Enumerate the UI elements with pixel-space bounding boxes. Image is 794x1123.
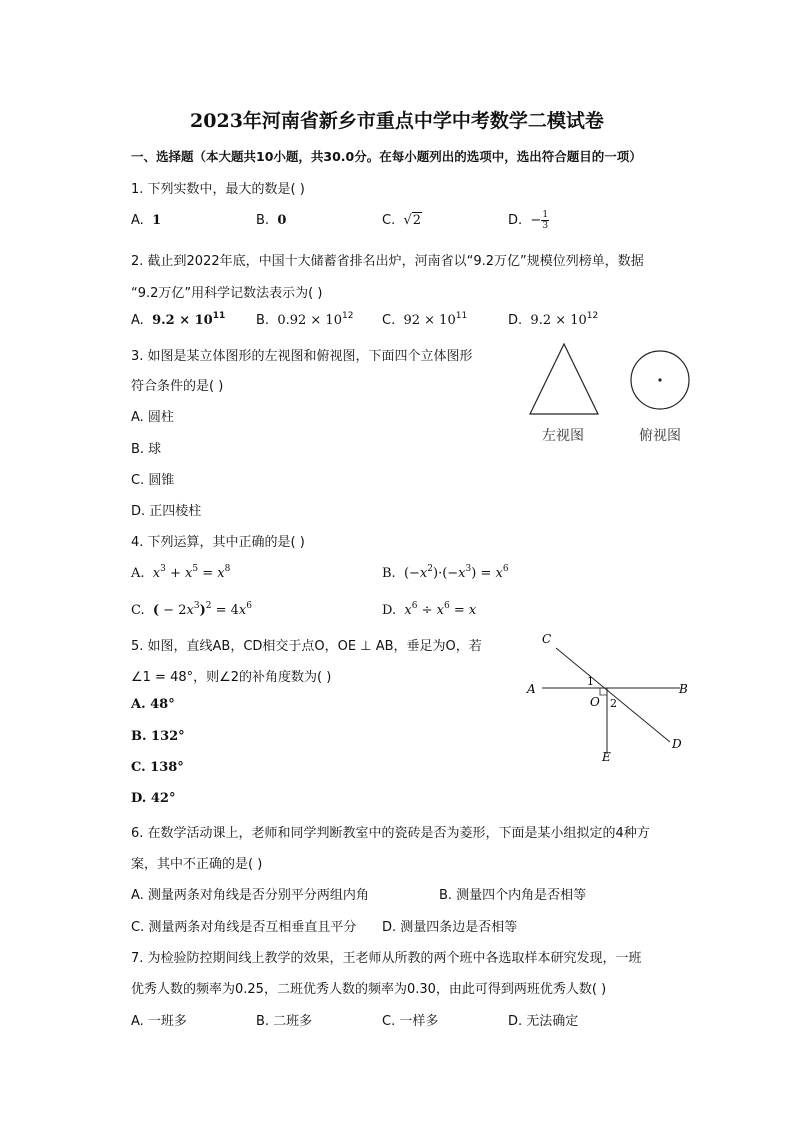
- q6-option-c: C. 测量两条对角线是否互相垂直且平分: [131, 920, 357, 935]
- q7-option-c: C. 一样多: [382, 1014, 439, 1029]
- question-7-stem-line1: 7. 为检验防控期间线上教学的效果，王老师从所教的两个班中各选取样本研究发现，一班: [131, 951, 642, 966]
- q7-option-d: D. 无法确定: [508, 1014, 579, 1029]
- q4-option-b: B. $(-x^2)\cdot(-x^3) = x^6$: [382, 564, 509, 581]
- line-cd: [556, 648, 670, 742]
- angle-1-label: 1: [587, 675, 594, 688]
- fraction: $\frac{1}{3}$: [542, 210, 549, 231]
- q1-option-a: A. 1: [131, 213, 162, 228]
- top-view-center-dot: [658, 378, 661, 381]
- q1-option-d: D. − $\frac{1}{3}$: [508, 210, 549, 231]
- point-b-label: B: [679, 682, 688, 696]
- question-6-stem-line2: 案，其中不正确的是( ): [131, 857, 263, 872]
- q3-option-b: B. 球: [131, 442, 162, 457]
- angle-2-label: 2: [610, 697, 617, 710]
- question-3-stem-line1: 3. 如图是某立体图形的左视图和俯视图，下面四个立体图形: [131, 349, 473, 364]
- question-3-stem-line2: 符合条件的是( ): [131, 379, 224, 394]
- q6-option-d: D. 测量四条边是否相等: [382, 920, 518, 935]
- point-e-label: E: [602, 750, 611, 764]
- section-heading: 一、选择题（本大题共10小题，共30.0分。在每小题列出的选项中，选出符合题目的一项）: [131, 149, 642, 164]
- question-4-stem: 4. 下列运算，其中正确的是( ): [131, 535, 305, 550]
- q6-option-a: A. 测量两条对角线是否分别平分两组内角: [131, 888, 369, 903]
- top-view-label: 俯视图: [639, 428, 681, 444]
- question-7-stem-line2: 优秀人数的频率为0.25，二班优秀人数的频率为0.30，由此可得到两班优秀人数( ): [131, 982, 607, 997]
- q4-option-d: D. $x^6 \div x^6 = x$: [382, 601, 477, 618]
- question-6-stem-line1: 6. 在数学活动课上，老师和同学判断教室中的瓷砖是否为菱形，下面是某小组拟定的4种方: [131, 826, 650, 841]
- q6-option-b: B. 测量四个内角是否相等: [439, 888, 587, 903]
- q5-geometry-figure: [520, 630, 700, 770]
- point-d-label: D: [672, 737, 682, 751]
- question-2-stem-line1: 2. 截止到2022年底，中国十大储蓄省排名出炉，河南省以“9.2万亿”规模位列榜单，数据: [131, 254, 644, 269]
- q2-option-a: A. $9.2 \times 10^{11}$: [131, 311, 226, 328]
- q1-option-b: B. 0: [256, 213, 287, 228]
- q4-option-a: A. $x^3 + x^5 = x^8$: [131, 564, 231, 581]
- left-view-label: 左视图: [542, 428, 584, 444]
- q5-option-a: A. 48°: [131, 697, 175, 712]
- q7-option-a: A. 一班多: [131, 1014, 187, 1029]
- point-c-label: C: [542, 632, 552, 646]
- question-5-stem-line2: ∠1 = 48°，则∠2的补角度数为( ): [131, 670, 332, 685]
- q3-views-figure: [520, 338, 700, 420]
- point-a-label: A: [527, 682, 536, 696]
- q5-option-d: D. 42°: [131, 791, 176, 806]
- q4-option-c: C. ( − $2x^3)^2 = 4x^6$: [131, 601, 252, 618]
- page-title: 2023年河南省新乡市重点中学中考数学二模试卷: [190, 110, 604, 132]
- q2-option-c: C. $92 \times 10^{11}$: [382, 311, 468, 328]
- q3-option-d: D. 正四棱柱: [131, 504, 202, 519]
- question-1-stem: 1. 下列实数中，最大的数是( ): [131, 182, 305, 197]
- q5-option-b: B. 132°: [131, 729, 185, 744]
- q3-option-a: A. 圆柱: [131, 410, 174, 425]
- q2-option-b: B. $0.92 \times 10^{12}$: [256, 311, 354, 328]
- q3-option-c: C. 圆锥: [131, 473, 175, 488]
- q1-option-c: C. √2: [382, 213, 422, 228]
- q2-option-d: D. $9.2 \times 10^{12}$: [508, 311, 599, 328]
- left-view-triangle: [530, 344, 598, 414]
- question-2-stem-line2: “9.2万亿”用科学记数法表示为( ): [131, 286, 323, 301]
- question-5-stem-line1: 5. 如图，直线AB，CD相交于点O，OE ⊥ AB，垂足为O，若: [131, 639, 482, 654]
- q7-option-b: B. 二班多: [256, 1014, 313, 1029]
- point-o-label: O: [590, 695, 600, 709]
- q5-option-c: C. 138°: [131, 760, 184, 775]
